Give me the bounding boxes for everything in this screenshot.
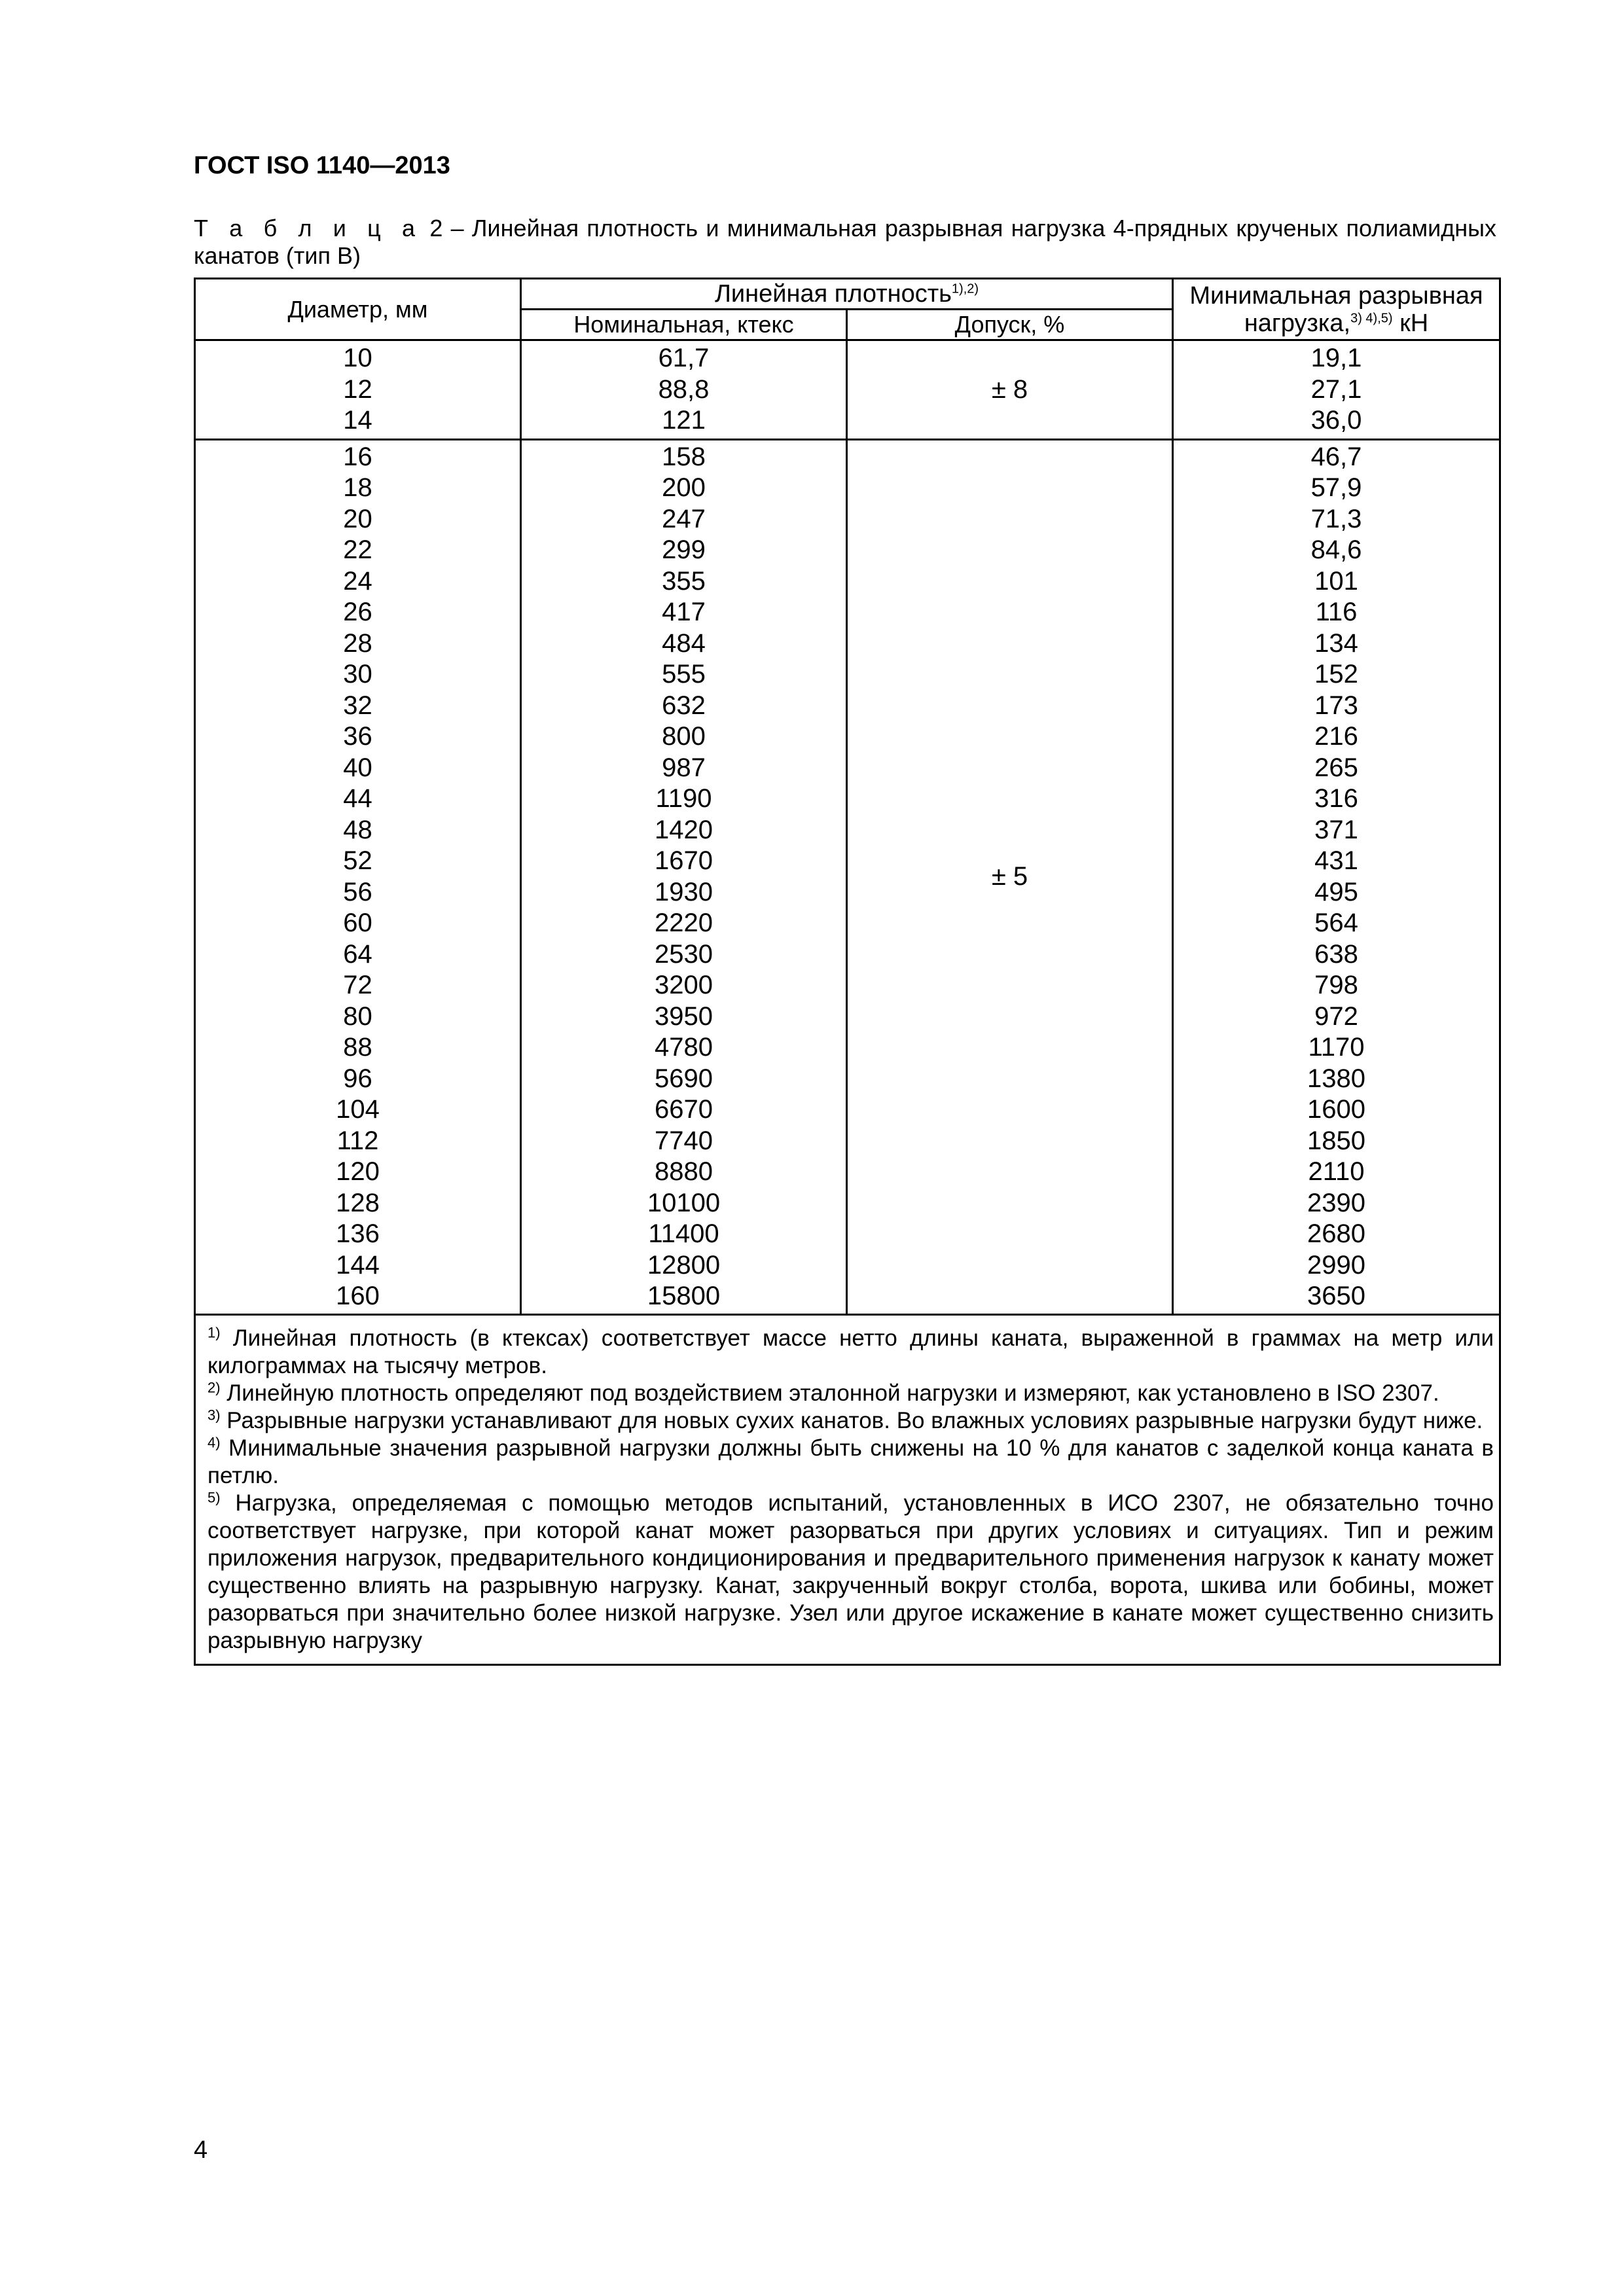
header-min-load-unit: кН [1392,309,1429,337]
min-load-cell: 173 [1314,691,1358,720]
diameter-cell: 120 [336,1157,380,1186]
nominal-cell: 158 [662,442,706,471]
diameter-cell: 22 [343,535,372,564]
min-load-column [1173,340,1500,440]
header-min-load-footnote-ref: 3) 4),5) [1350,310,1393,325]
nominal-column [521,439,847,1314]
diameter-cell: 36 [343,722,372,751]
diameter-cell: 32 [343,691,372,720]
nominal-cell: 2220 [655,908,713,937]
min-load-cell: 2990 [1307,1250,1365,1280]
diameter-cell: 80 [343,1001,372,1031]
header-min-load-line2: нагрузка, [1244,309,1351,337]
nominal-cell: 632 [662,691,706,720]
diameter-cell: 14 [343,406,372,435]
min-load-cell: 3650 [1307,1282,1365,1310]
tolerance-cell: ± 8 [847,340,1173,440]
min-load-cell: 46,7 [1310,442,1362,471]
nominal-cell: 88,8 [658,374,710,404]
diameter-cell: 40 [343,753,372,782]
diameter-cell: 56 [343,877,372,906]
min-load-cell: 71,3 [1310,504,1362,533]
header-nominal: Номинальная, ктекс [521,310,847,340]
min-load-cell: 564 [1314,908,1358,937]
table-caption-number: 2 [429,215,443,242]
rope-properties-table [194,278,1501,1666]
diameter-cell: 20 [343,504,372,533]
diameter-cell: 112 [336,1126,379,1155]
diameter-cell: 88 [343,1033,372,1062]
footnote-1-mark: 1) [208,1323,221,1340]
min-load-column [1173,439,1500,1314]
footnote-1-text: Линейная плотность (в ктексах) соответствует массе нетто длины каната, выраженной в граммах на метр или килограммах на тысячу метров. [208,1325,1494,1378]
tolerance-group-1 [195,340,1500,440]
nominal-cell: 8880 [655,1157,713,1186]
table-footnotes [195,1314,1500,1664]
diameter-cell: 16 [343,442,372,471]
nominal-cell: 1670 [655,846,713,875]
footnote-5-mark: 5) [208,1488,221,1505]
diameter-cell: 48 [343,815,372,844]
nominal-cell: 5690 [655,1064,713,1093]
diameter-cell: 30 [343,660,372,689]
min-load-cell: 1170 [1308,1033,1365,1062]
document-header: ГОСТ ISO 1140—2013 [194,152,450,179]
min-load-cell: 1600 [1307,1095,1365,1124]
min-load-cell: 798 [1314,971,1358,999]
diameter-cell: 18 [343,473,372,502]
nominal-column [521,340,847,440]
table-header [195,279,1500,340]
nominal-cell: 1930 [655,877,713,906]
diameter-cell: 12 [343,374,372,404]
nominal-cell: 800 [662,722,706,751]
diameter-cell: 64 [343,939,372,969]
min-load-cell: 152 [1314,660,1358,689]
nominal-cell: 247 [662,504,706,533]
footnote-1 [208,1325,1494,1380]
min-load-cell: 1850 [1307,1126,1365,1155]
footnote-2-mark: 2) [208,1378,221,1395]
footnote-3-text: Разрывные нагрузки устанавливают для новых сухих канатов. Во влажных условиях разрывные нагрузки будут ниже. [220,1407,1483,1433]
min-load-cell: 134 [1314,628,1358,658]
header-linear-density-label: Линейная плотность [714,280,952,308]
nominal-cell: 11400 [648,1219,719,1248]
diameter-column [195,439,521,1314]
footnote-2 [208,1380,1494,1407]
nominal-cell: 61,7 [658,344,710,372]
min-load-cell: 101 [1314,566,1358,596]
min-load-cell: 2390 [1307,1188,1365,1217]
min-load-cell: 36,0 [1310,406,1362,435]
min-load-cell: 19,1 [1310,344,1362,372]
nominal-cell: 355 [662,566,706,596]
footnotes-cell [195,1314,1500,1664]
footnote-3 [208,1407,1494,1435]
nominal-cell: 121 [662,406,706,435]
min-load-cell: 116 [1315,598,1358,626]
nominal-cell: 15800 [647,1282,721,1310]
nominal-cell: 10100 [647,1188,721,1217]
min-load-cell: 57,9 [1310,473,1362,502]
diameter-cell: 128 [336,1188,380,1217]
nominal-cell: 299 [662,535,706,564]
nominal-cell: 7740 [655,1126,713,1155]
nominal-cell: 1190 [655,784,712,813]
diameter-cell: 26 [343,598,372,626]
min-load-cell: 371 [1314,815,1358,844]
min-load-cell: 2110 [1308,1157,1365,1186]
diameter-cell: 52 [343,846,372,875]
table-caption-text: – Линейная плотность и минимальная разрывная нагрузка 4-прядных крученых полиамидных канатов (тип В) [194,215,1496,269]
diameter-cell: 72 [343,971,372,999]
header-min-load-line1: Минимальная разрывная [1189,281,1483,310]
diameter-cell: 28 [343,628,372,658]
min-load-cell: 27,1 [1310,374,1362,404]
footnote-5 [208,1490,1494,1655]
diameter-cell: 44 [343,784,372,813]
min-load-cell: 2680 [1307,1219,1365,1248]
nominal-cell: 12800 [647,1250,721,1280]
nominal-cell: 555 [662,660,706,689]
footnote-3-mark: 3) [208,1406,221,1423]
min-load-cell: 495 [1314,877,1358,906]
header-diameter: Диаметр, мм [195,279,521,340]
diameter-cell: 144 [336,1250,380,1280]
diameter-cell: 136 [336,1219,380,1248]
nominal-cell: 417 [662,598,706,626]
nominal-cell: 2530 [655,939,713,969]
tolerance-group-2 [195,439,1500,1314]
diameter-column [195,340,521,440]
min-load-cell: 316 [1314,784,1358,813]
nominal-cell: 1420 [655,815,713,844]
min-load-cell: 265 [1314,753,1358,782]
footnote-4-text: Минимальные значения разрывной нагрузки должны быть снижены на 10 % для канатов с заделкой конца каната в петлю. [208,1435,1494,1488]
header-tolerance: Допуск, % [847,310,1173,340]
tolerance-cell: ± 5 [847,439,1173,1314]
header-linear-density [521,279,1173,310]
min-load-cell: 84,6 [1310,535,1362,564]
nominal-cell: 4780 [655,1033,713,1062]
header-linear-density-footnote-ref: 1),2) [951,281,979,296]
page-number: 4 [194,2136,208,2164]
nominal-cell: 200 [662,473,706,502]
table-caption [194,215,1496,270]
footnote-5-text: Нагрузка, определяемая с помощью методов испытаний, установленных в ИСО 2307, не обязательно точно соответствует нагрузке, при которой канат может разорваться при других условиях и ситуациях. Тип и режим приложения нагрузок, предварительного кондиционирования и предварительного применения нагрузок к канату может существенно влиять на разрывную нагрузку. Канат, закрученный вокруг столба, ворота, шкива или бобины, может разорваться при значительно более низкой нагрузке. Узел или другое искажение в канате может существенно снизить разрывную нагрузку [208,1490,1494,1653]
footnote-4 [208,1435,1494,1490]
nominal-cell: 3950 [655,1001,713,1031]
min-load-cell: 1380 [1307,1064,1365,1093]
min-load-cell: 431 [1314,846,1358,875]
diameter-cell: 96 [343,1064,372,1093]
nominal-cell: 3200 [655,971,713,999]
diameter-cell: 104 [336,1095,380,1124]
diameter-cell: 24 [343,566,372,596]
footnote-2-text: Линейную плотность определяют под воздействием эталонной нагрузки и измеряют, как установлено в ISO 2307. [220,1380,1439,1406]
diameter-cell: 10 [343,344,372,372]
min-load-cell: 638 [1314,939,1358,969]
nominal-cell: 484 [662,628,706,658]
min-load-cell: 972 [1314,1001,1358,1031]
nominal-cell: 6670 [655,1095,713,1124]
table-caption-label: Т а б л и ц а [194,215,422,242]
header-min-breaking-load [1173,279,1500,340]
nominal-cell: 987 [662,753,706,782]
footnote-4-mark: 4) [208,1433,221,1450]
min-load-cell: 216 [1314,722,1358,751]
diameter-cell: 160 [336,1282,380,1310]
diameter-cell: 60 [343,908,372,937]
